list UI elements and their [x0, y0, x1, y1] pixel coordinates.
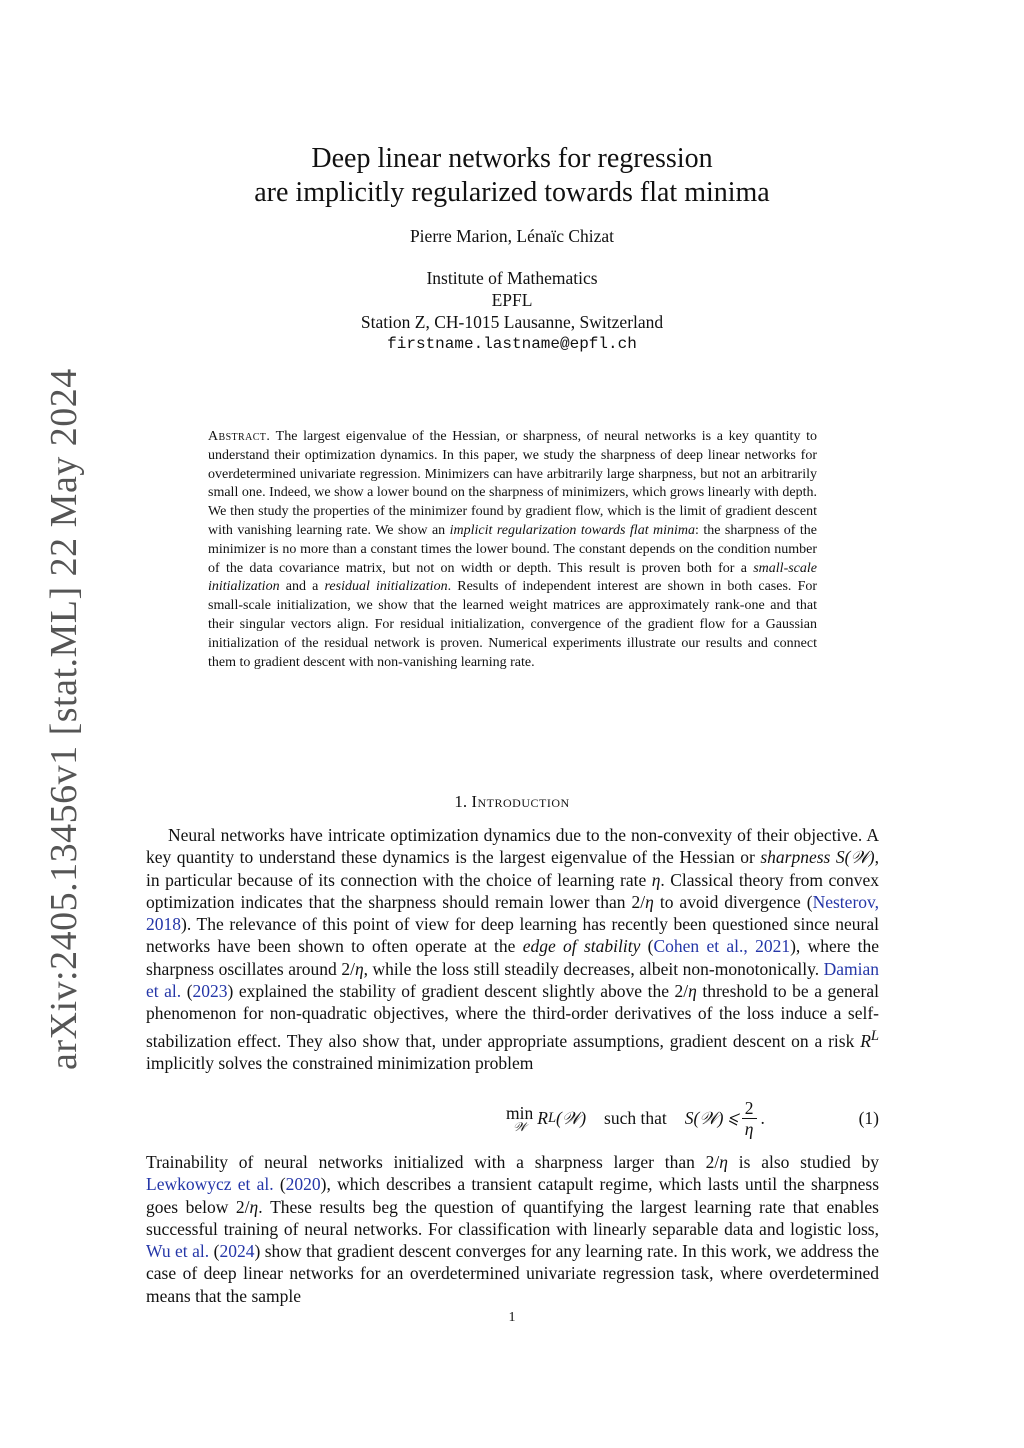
paper-title — [0, 142, 1024, 210]
citation-wu-year[interactable]: 2024 — [219, 1241, 255, 1262]
p1-text: ( — [647, 936, 654, 957]
citation-lewkowycz[interactable]: Lewkowycz et al. — [146, 1174, 274, 1195]
eq-lhs: R — [537, 1108, 548, 1128]
title-line-2: are implicitly regularized towards flat minima — [254, 177, 770, 208]
citation-damian-year[interactable]: 2023 — [192, 981, 228, 1002]
p1-math-sharpness: S(𝒲) — [835, 847, 875, 868]
abstract-emphasis-1: implicit regularization towards flat minima — [449, 522, 696, 538]
p2-text: is also studied by — [738, 1152, 879, 1172]
abstract-emphasis-2: small-scale initialization — [208, 560, 817, 595]
abstract — [208, 428, 817, 672]
p2-text: ) show that gradient descent converges for any learning rate. In this work, we address the case of deep linear networks for an overdetermined univariate regression task, where overdetermined means that the sample — [146, 1241, 879, 1306]
p1-emphasis-sharpness: sharpness — [760, 847, 831, 868]
p2-math-eta: η — [249, 1196, 259, 1217]
eq-fraction — [742, 1098, 757, 1139]
min-subscript: 𝒲 — [513, 1119, 527, 1134]
equation-1 — [146, 1096, 879, 1142]
p1-math-eta: η — [354, 958, 364, 979]
p1-emphasis-edge: edge of stability — [522, 936, 641, 957]
paragraph-2 — [146, 1151, 879, 1307]
address: Station Z, CH-1015 Lausanne, Switzerland — [360, 312, 664, 332]
p1-text: Neural networks have intricate optimization dynamics due to the non-convexity of their objective. A key quantity to understand these dynamics is the largest eigenvalue of the Hessian or — [146, 825, 879, 868]
p1-text: , while the loss still steadily decreases, albeit non-monotonically. — [363, 958, 820, 979]
p1-text: threshold to be a general phenomenon for non-quadratic objectives, where the third-order derivatives of the loss induce a self-stabilization effect. They also show that, under appropriate assumptions, gradient descent on a risk — [146, 981, 879, 1051]
p1-text: ( — [186, 981, 193, 1002]
institute: Institute of Mathematics — [426, 268, 598, 288]
p2-math-eta: η — [719, 1152, 728, 1172]
authors: Pierre Marion, Lénaïc Chizat — [409, 226, 615, 246]
p2-text: ( — [213, 1241, 220, 1262]
paragraph-1 — [146, 824, 879, 1074]
abstract-text-3: and a — [285, 579, 319, 595]
eq-lhs-sup: L — [547, 1110, 557, 1126]
affiliation — [0, 267, 1024, 355]
p1-text: ) explained the stability of gradient descent slightly above the 2/ — [227, 981, 689, 1002]
eq-lhs-arg: (𝒲) — [556, 1108, 587, 1128]
citation-lewkowycz-year[interactable]: 2020 — [285, 1174, 321, 1195]
p1-text: ), where the sharpness oscillates around 2/ — [146, 936, 880, 979]
p2-text: . These results beg the question of quantifying the largest learning rate that enables successful training of neural networks. For classification with linearly separable data and logistic loss, — [146, 1196, 879, 1239]
p1-math-eta: η — [688, 981, 697, 1002]
email: firstname.lastname@epfl.ch — [387, 335, 637, 353]
p1-math-risk: R — [860, 1030, 871, 1051]
equation-body — [506, 1098, 765, 1139]
p1-text: to avoid divergence ( — [659, 891, 813, 912]
p1-text: implicitly solves the constrained minimization problem — [146, 1052, 534, 1073]
section-heading — [0, 792, 1024, 812]
p1-math-risk-sup: L — [870, 1027, 880, 1044]
p1-text: , in particular because of its connection with the choice of learning rate — [146, 847, 879, 890]
title-line-1: Deep linear networks for regression — [311, 143, 713, 174]
arxiv-identifier: arXiv:2405.13456v1 [stat.ML] 22 May 2024 — [43, 368, 85, 1070]
p2-text: ), which describes a transient catapult regime, which lasts until the sharpness goes below 2/ — [146, 1174, 879, 1217]
eq-fraction-numerator: 2 — [742, 1098, 757, 1119]
citation-damian[interactable]: Damian et al. — [146, 958, 880, 1002]
eq-such-that: such that — [604, 1108, 667, 1128]
abstract-text-2: : the sharpness of the minimizer is no more than a constant times the lower bound. The constant depends on the condition number of the data covariance matrix, but not on width or depth. This result is proven both for a — [208, 522, 817, 576]
school: EPFL — [491, 290, 533, 310]
equation-number: (1) — [858, 1108, 879, 1128]
p1-text: . Classical theory from convex optimization indicates that the sharpness should remain lower than 2/ — [146, 869, 880, 912]
eq-fraction-denominator: η — [744, 1119, 754, 1139]
eq-end: . — [760, 1108, 765, 1128]
min-label: min — [506, 1102, 534, 1123]
eq-rhs: S(𝒲) ⩽ — [684, 1108, 738, 1128]
p1-text: ). The relevance of this point of view for deep learning has recently been questioned since neural networks have been shown to often operate at the — [146, 914, 879, 957]
citation-wu[interactable]: Wu et al. — [146, 1241, 210, 1262]
citation-nesterov[interactable]: Nesterov, 2018 — [146, 891, 880, 935]
abstract-text-1: The largest eigenvalue of the Hessian, or sharpness, of neural networks is a key quantity to understand their optimization dynamics. In this paper, we study the sharpness of deep linear networks for overdetermined univariate regression. Minimizers can have arbitrarily large sharpness, but not an arbitrarily small one. Indeed, we show a lower bound on the sharpness of minimizers, which grows linearly with depth. We then study the properties of the minimizer found by gradient flow, which is the limit of gradient descent with vanishing learning rate. We show an — [208, 429, 818, 538]
p1-math-eta: η — [645, 891, 654, 912]
p2-text: ( — [279, 1174, 286, 1195]
abstract-label: Abstract. — [208, 429, 271, 444]
abstract-emphasis-3: residual initialization — [324, 579, 448, 595]
page-number: 1 — [508, 1310, 516, 1325]
p1-math-eta: η — [651, 869, 661, 890]
citation-cohen[interactable]: Cohen et al., 2021 — [653, 936, 791, 957]
abstract-text-4: . Results of independent interest are shown in both cases. For small-scale initialization, we show that the learned weight matrices are approximately rank-one and that their singular vectors align. For residual initialization, convergence of the gradient flow for a Gaussian initialization of the residual network is proven. Numerical experiments illustrate our results and connect them to gradient descent with non-vanishing learning rate. — [208, 579, 818, 670]
section-number: 1. — [454, 792, 468, 811]
p2-text: Trainability of neural networks initialized with a sharpness larger than 2/ — [146, 1152, 720, 1172]
min-operator — [506, 1103, 533, 1135]
section-title: Introduction — [471, 792, 570, 811]
